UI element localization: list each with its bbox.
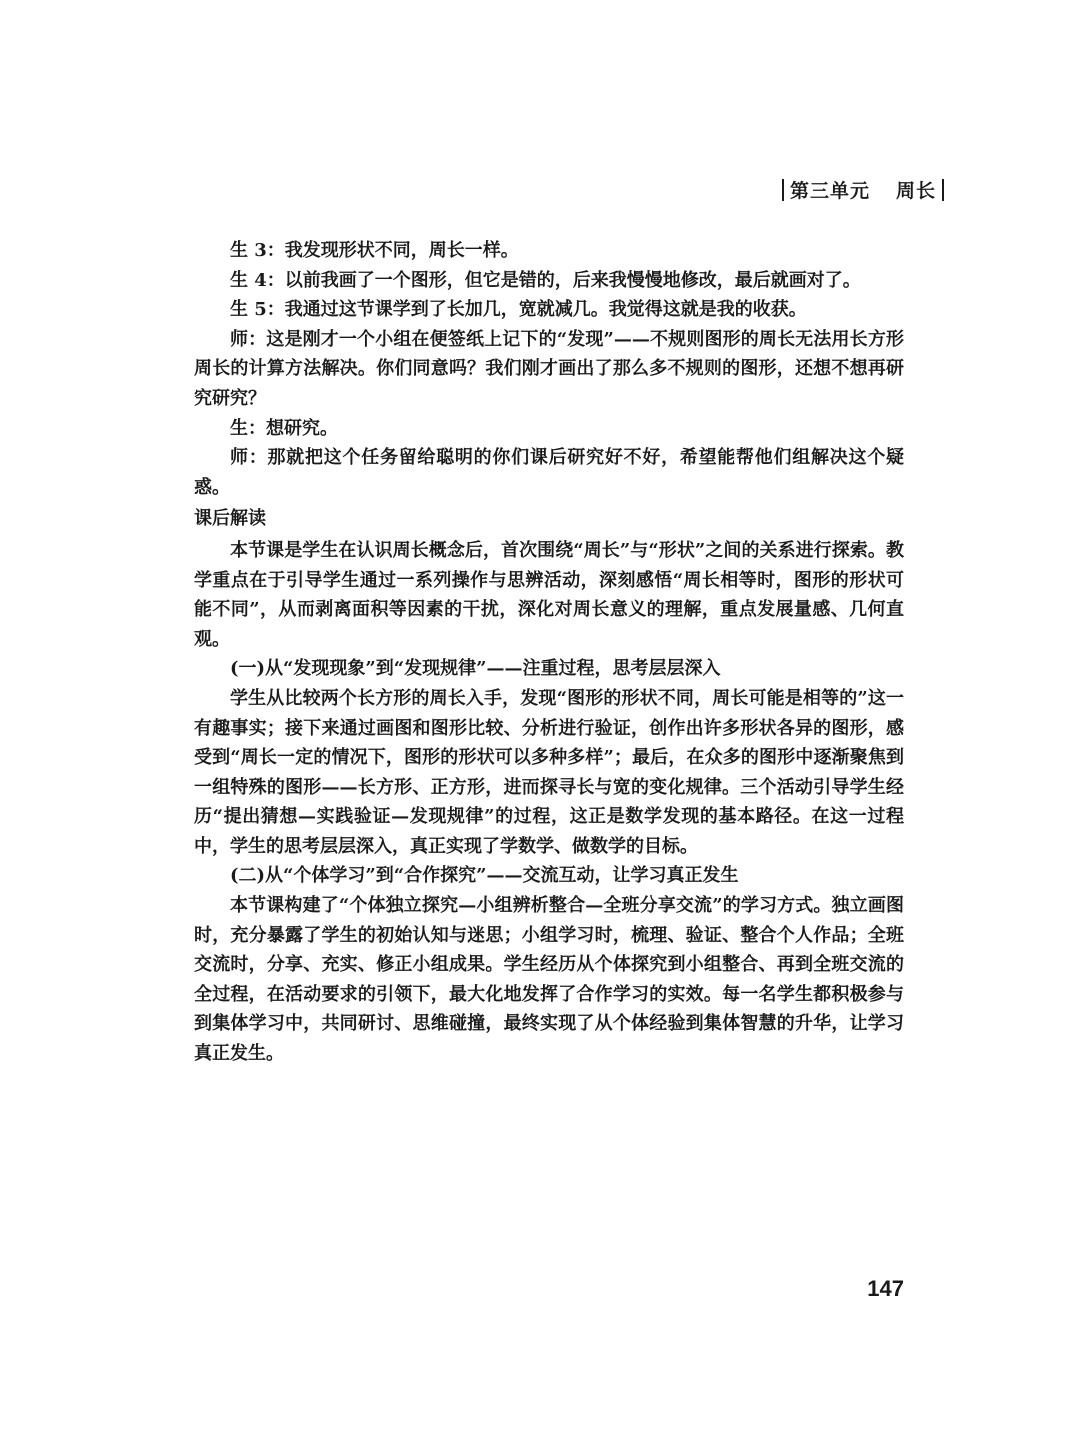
header-left-rule (782, 179, 784, 201)
page-body (194, 236, 904, 1069)
subsection-2-title: (二)从“个体学习”到“合作探究”——交流互动，让学习真正发生 (230, 865, 739, 887)
dialogue-line: 生：想研究。 (230, 417, 338, 439)
subsection-2-body: 本节课构建了“个体独立探究—小组辨析整合—全班分享交流”的学习方式。独立画图时，充分暴露了学生的初始认知与迷思；小组学习时，梳理、验证、整合个人作品；全班交流时，分享、充实、修正小组成果。学生经历从个体探究到小组整合、再到全班交流的全过程，在活动要求的引领下，最大化地发挥了合作学习的实效。每一名学生都积极参与到集体学习中，共同研讨、思维碰撞，最终实现了从个体经验到集体智慧的升华，让学习真正发生。 (194, 895, 904, 1065)
header-right-rule (942, 179, 944, 201)
dialogue-line: 生 3：我发现形状不同，周长一样。 (230, 240, 519, 261)
intro-paragraph: 本节课是学生在认识周长概念后，首次围绕“周长”与“形状”之间的关系进行探索。教学重点在于引导学生通过一系列操作与思辨活动，深刻感悟“周长相等时，图形的形状可能不同”，从而剥离面积等因素的干扰，深化对周长意义的理解，重点发展量感、几何直观。 (194, 539, 904, 650)
subsection-1-body: 学生从比较两个长方形的周长入手，发现“图形的形状不同，周长可能是相等的”这一有趣事实；接下来通过画图和图形比较、分析进行验证，创作出许多形状各异的图形，感受到“周长一定的情况下，图形的形状可以多种多样”；最后，在众多的图形中逐渐聚焦到一组特殊的图形——长方形、正方形，进而探寻长与宽的变化规律。三个活动引导学生经历“提出猜想—实践验证—发现规律”的过程，这正是数学发现的基本路径。在这一过程中，学生的思考层层深入，真正实现了学数学、做数学的目标。 (194, 687, 905, 857)
header-unit: 第三单元 (789, 180, 870, 202)
dialogue-line: 生 4：以前我画了一个图形，但它是错的，后来我慢慢地修改，最后就画对了。 (230, 269, 861, 291)
dialogue-line: 生 5：我通过这节课学到了长加几，宽就减几。我觉得这就是我的收获。 (230, 299, 807, 321)
dialogue-line: 师：这是刚才一个小组在便签纸上记下的“发现”——不规则图形的周长无法用长方形周长的计算方法解决。你们同意吗？我们刚才画出了那么多不规则的图形，还想不想再研究研究？ (194, 328, 904, 409)
dialogue-line: 师：那就把这个任务留给聪明的你们课后研究好不好，希望能帮他们组解决这个疑惑。 (194, 447, 904, 498)
section-title: 课后解读 (194, 508, 266, 530)
subsection-1-title: (一)从“发现现象”到“发现规律”——注重过程，思考层层深入 (230, 658, 721, 680)
running-header (782, 176, 944, 203)
header-topic: 周长 (895, 180, 936, 202)
page-number: 147 (867, 1276, 904, 1301)
